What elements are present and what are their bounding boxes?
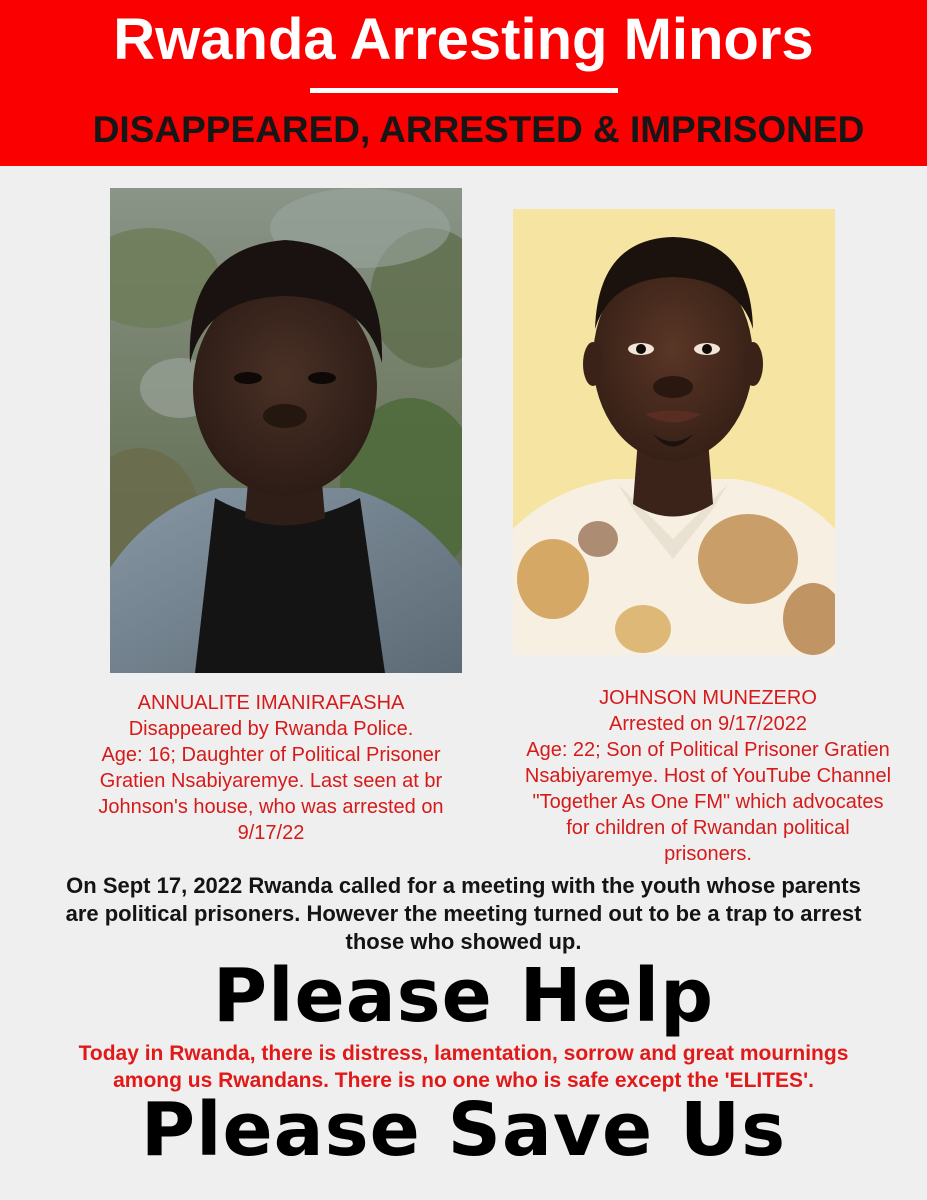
please-help-heading: Please Help (212, 953, 715, 1039)
photo-johnson (513, 209, 835, 655)
please-save-us-heading: Please Save Us (140, 1087, 787, 1173)
caption-line: ANNUALITE IMANIRAFASHA (137, 692, 405, 714)
caption-line: 9/17/22 (237, 822, 305, 844)
caption-line: Disappeared by Rwanda Police. (128, 718, 414, 740)
caption-line: "Together As One FM" which advocates (532, 791, 884, 813)
caption-line: Gratien Nsabiyaremye. Last seen at br (99, 770, 443, 792)
lament-line: among us Rwandans. There is no one who is safe except the 'ELITES'. (113, 1069, 814, 1092)
header-banner (0, 0, 927, 166)
caption-line: for children of Rwandan political (566, 817, 850, 839)
caption-johnson (497, 685, 919, 867)
caption-line: Age: 22; Son of Political Prisoner Gratien (526, 739, 890, 761)
lament-paragraph (10, 1040, 917, 1094)
title-underline (310, 88, 618, 93)
caption-line: Arrested on 9/17/2022 (609, 713, 807, 735)
page-title: Rwanda Arresting Minors (113, 7, 814, 72)
caption-line: JOHNSON MUNEZERO (599, 687, 817, 709)
caption-line: Nsabiyaremye. Host of YouTube Channel (524, 765, 892, 787)
story-line: those who showed up. (345, 929, 582, 954)
story-paragraph (10, 872, 917, 956)
caption-line: Johnson's house, who was arrested on (98, 796, 444, 818)
page-subtitle: DISAPPEARED, ARRESTED & IMPRISONED (92, 109, 865, 150)
caption-annualite (62, 690, 480, 846)
photo-annualite (110, 188, 462, 673)
caption-line: Age: 16; Daughter of Political Prisoner (101, 744, 441, 766)
story-line: are political prisoners. However the meeting turned out to be a trap to arrest (65, 901, 862, 926)
lament-line: Today in Rwanda, there is distress, lamentation, sorrow and great mournings (78, 1042, 849, 1065)
story-line: On Sept 17, 2022 Rwanda called for a meeting with the youth whose parents (66, 873, 861, 898)
caption-line: prisoners. (664, 843, 752, 865)
